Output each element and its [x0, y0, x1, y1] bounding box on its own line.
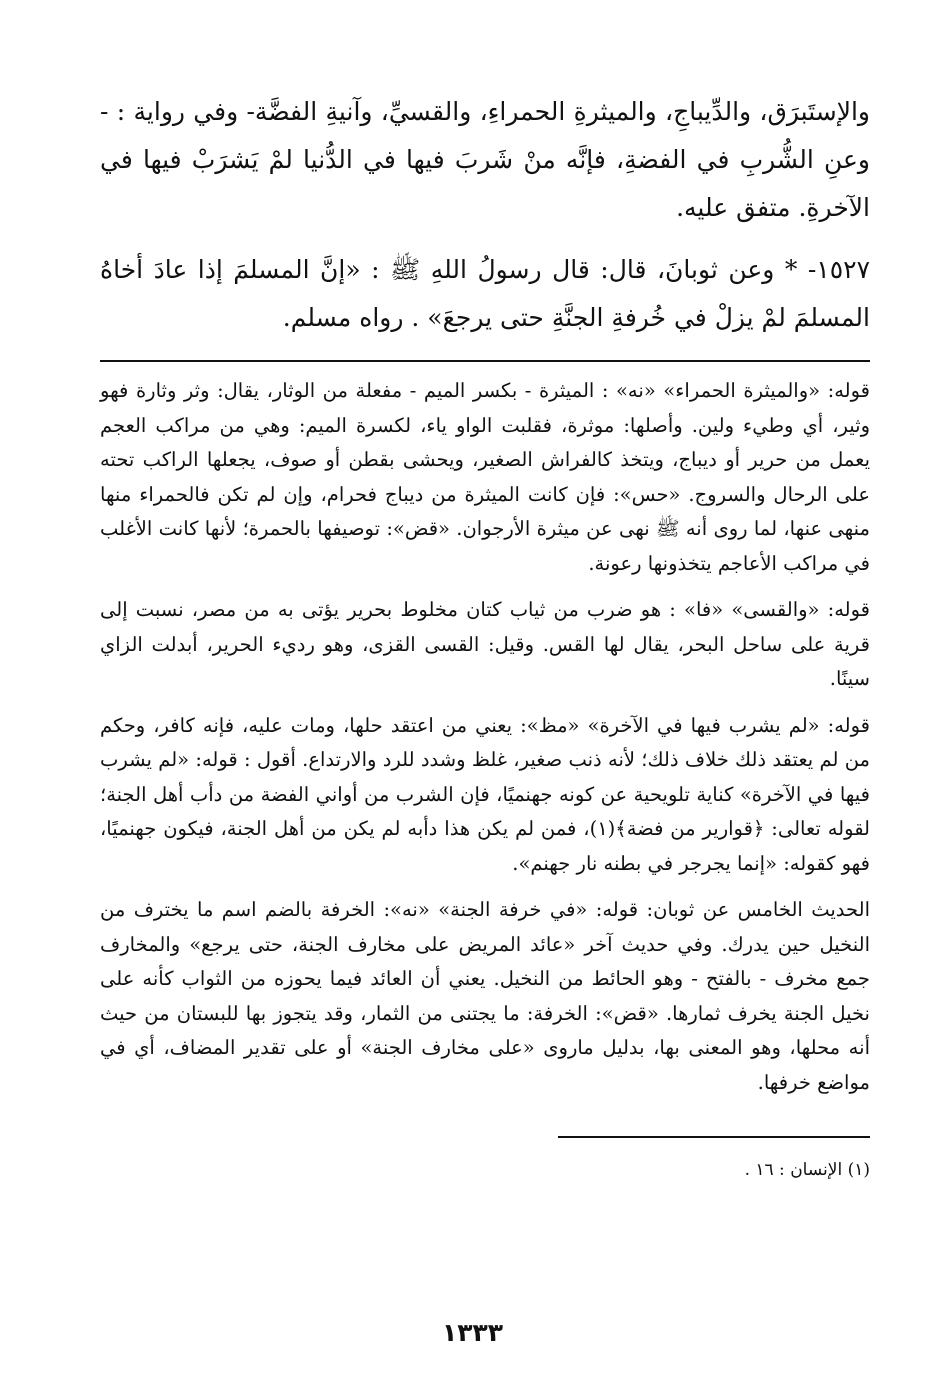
commentary-paragraph-1: قوله: «والميثرة الحمراء» «نه» : الميثرة - بكسر الميم - مفعلة من الوثار، يقال: وثر وثارة فهو وثير، أي وطيء ولين. وأصلها: موثرة، فقلبت الواو ياء، لكسرة الميم: وهي من مراكب العجم يعمل من حرير أو ديباج، ويتخذ كالفراش الصغير، ويحشى بقطن أو صوف، يجعلها الراكب تحته على الرحال والسروج. «حس»: فإن كانت الميثرة من ديباج فحرام، وإن لم تكن فالحمراء منها منهى عنها، لما روى أنه ﷺ نهى عن ميثرة الأرجوان. «قض»: توصيفها بالحمرة؛ لأنها كانت الأغلب في مراكب الأعاجم يتخذونها رعونة.	[100, 379, 870, 575]
hadith-paragraph-2: ١٥٢٧- * وعن ثوبانَ، قال: قال رسولُ اللهِ ﷺ : «إنَّ المسلمَ إذا عادَ أخاهُ المسلمَ لمْ يزلْ في خُرفةِ الجنَّةِ حتى يرجعَ» . رواه مسلم.	[100, 255, 870, 332]
commentary-paragraph-2: قوله: «والقسى» «فا» : هو ضرب من ثياب كتان مخلوط بحرير يؤتى به من مصر، نسبت إلى قرية على ساحل البحر، يقال لها القس. وقيل: القسى القزى، وهو رديء الحرير، أبدلت الزاي سينًا.	[100, 598, 870, 690]
commentary-paragraph-4: الحديث الخامس عن ثوبان: قوله: «في خرفة الجنة» «نه»: الخرفة بالضم اسم ما يخترف من النخيل حين يدرك. وفي حديث آخر «عائد المريض على مخارف الجنة، حتى يرجع» والمخارف جمع مخرف - بالفتح - وهو الحائط من النخيل. يعني أن العائد فيما يحوزه من الثواب كأنه على نخيل الجنة يخرف ثمارها. «قض»: الخرفة: ما يجتنى من الثمار، وقد يتجوز بها للبستان من حيث أنه محلها، وهو المعنى بها، بدليل ماروى «على مخارف الجنة» أو على تقدير المضاف، أي في مواضع خرفها.	[100, 898, 870, 1094]
footnote: (١) الإنسان : ١٦ .	[744, 1160, 870, 1180]
hadith-text	[100, 88, 870, 342]
page-number: ١٣٣٣	[441, 1318, 504, 1347]
footnote-divider	[558, 1136, 870, 1138]
main-divider	[100, 360, 870, 362]
page-content	[100, 88, 870, 1184]
commentary-section	[100, 374, 870, 1100]
commentary-paragraph-3: قوله: «لم يشرب فيها في الآخرة» «مظ»: يعني من اعتقد حلها، ومات عليه، فإنه كافر، وحكم من لم يعتقد ذلك خلاف ذلك؛ لأنه ذنب صغير، غلظ وشدد للرد والارتداع. أقول : قوله: «لم يشرب فيها في الآخرة» كناية تلويحية عن كونه جهنميًا، فإن الشرب من أواني الفضة من دأب أهل الجنة؛ لقوله تعالى: ﴿قوارير من فضة﴾(١)، فمن لم يكن هذا دأبه لم يكن من أهل الجنة، فيكون جهنميًا، فهو كقوله: «إنما يجرجر في بطنه نار جهنم».	[100, 713, 870, 875]
hadith-paragraph-1: والإستَبرَق، والدِّيباجِ، والميثرةِ الحمراءِ، والقسيِّ، وآنيةِ الفضَّة- وفي رواية : - وعنِ الشُّربِ في الفضةِ، فإنَّه منْ شَربَ فيها في الدُّنيا لمْ يَشرَبْ فيها في الآخرةِ. متفق عليه.	[100, 97, 870, 222]
